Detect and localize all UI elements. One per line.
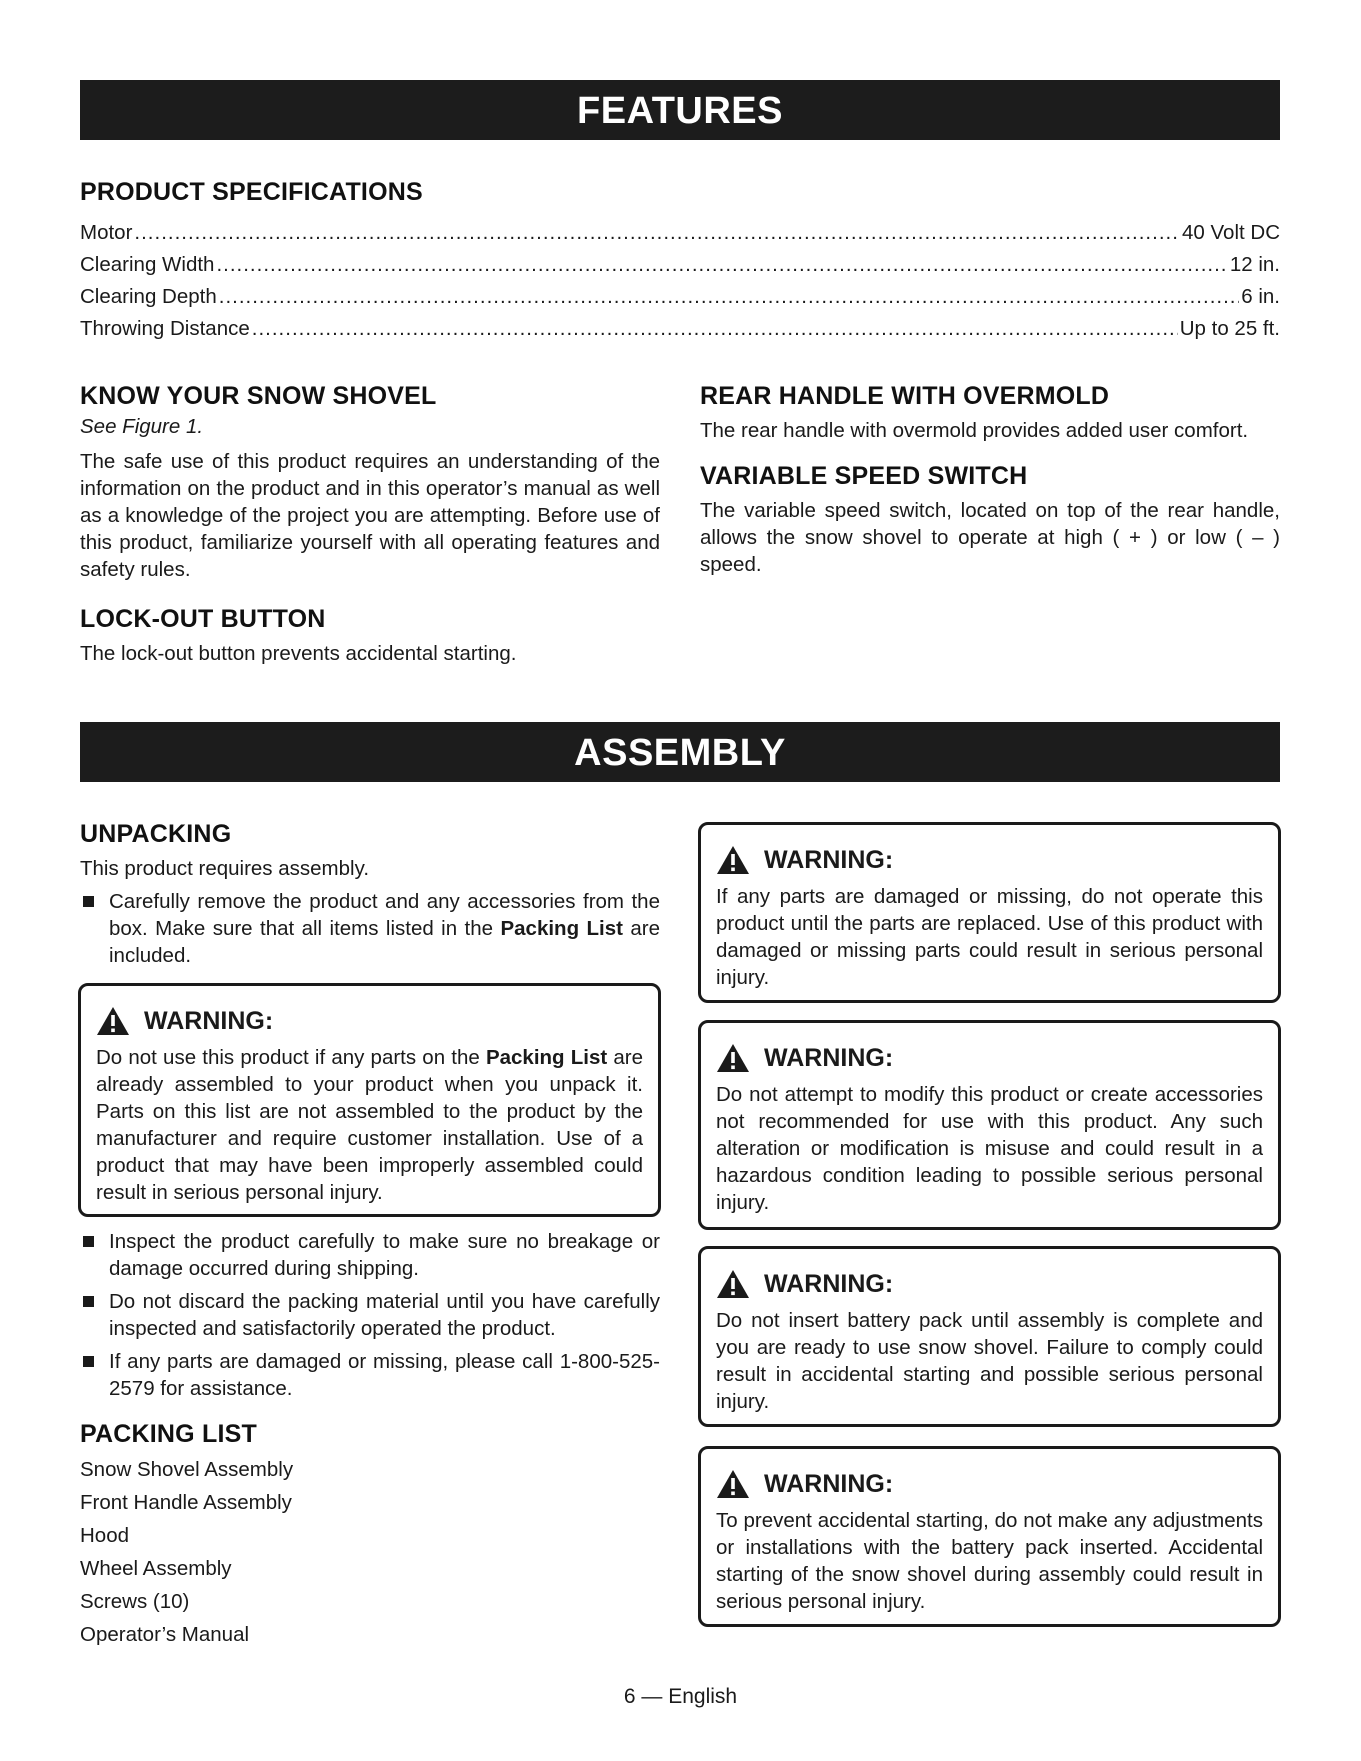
list-item: If any parts are damaged or missing, please call 1-800-525-2579 for assistance. xyxy=(80,1348,660,1402)
warning-title: WARNING: xyxy=(716,845,1263,875)
spec-label: Clearing Width xyxy=(80,253,215,276)
warning-triangle-icon xyxy=(716,1043,750,1073)
unpacking-heading: UNPACKING xyxy=(80,820,232,848)
assembly-banner: ASSEMBLY xyxy=(80,722,1280,782)
see-figure-ref: See Figure 1. xyxy=(80,415,204,438)
spec-row xyxy=(80,217,1280,249)
spec-value: Up to 25 ft. xyxy=(1179,317,1280,340)
features-right-column xyxy=(700,382,1280,578)
features-banner: FEATURES xyxy=(80,80,1280,140)
spec-value: 6 in. xyxy=(1241,285,1280,308)
list-item: Operator’s Manual xyxy=(80,1623,250,1646)
rear-handle-heading: REAR HANDLE WITH OVERMOLD xyxy=(700,382,1110,410)
list-item: Carefully remove the product and any accessories from the box. Make sure that all items listed in the Packing List are included. xyxy=(80,888,660,969)
unpacking-section xyxy=(80,820,660,975)
warning-title: WARNING: xyxy=(716,1269,1263,1299)
know-body: The safe use of this product requires an understanding of the information on the product and in this operator’s manual as well as a knowledge of the project you are attempting. Before use of this product, familiarize yourself with all operating features and safety rules. xyxy=(80,450,660,581)
rear-handle-body: The rear handle with overmold provides added user comfort. xyxy=(700,419,1249,442)
spec-row xyxy=(80,313,1280,345)
unpacking-intro: This product requires assembly. xyxy=(80,857,370,880)
list-item: Screws (10) xyxy=(80,1590,190,1613)
page-footer: 6 — English xyxy=(623,1685,738,1708)
spec-value: 12 in. xyxy=(1229,253,1280,276)
warning-box-modification xyxy=(698,1020,1281,1230)
warning-triangle-icon xyxy=(716,1469,750,1499)
warning-title: WARNING: xyxy=(96,1006,643,1036)
warning-title: WARNING: xyxy=(716,1043,1263,1073)
unpacking-list-bottom xyxy=(80,1228,660,1402)
lockout-body: The lock-out button prevents accidental starting. xyxy=(80,642,517,665)
spec-row xyxy=(80,281,1280,313)
packing-list-heading: PACKING LIST xyxy=(80,1420,257,1448)
list-item: Wheel Assembly xyxy=(80,1557,232,1580)
spec-leader-dots xyxy=(134,217,1180,249)
warning-body: Do not insert battery pack until assembly is complete and you are ready to use snow shovel. Failure to comply could result in accidental starting and possible serious personal injury. xyxy=(716,1309,1263,1413)
warning-box-battery xyxy=(698,1246,1281,1427)
features-left-column xyxy=(80,382,660,667)
unpacking-list-top xyxy=(80,888,660,969)
spec-label: Throwing Distance xyxy=(80,317,250,340)
know-heading: KNOW YOUR SNOW SHOVEL xyxy=(80,382,437,410)
list-item: Snow Shovel Assembly xyxy=(80,1458,294,1481)
unpacking-continued xyxy=(80,1228,660,1651)
warning-body: To prevent accidental starting, do not make any adjustments or installations with the battery pack inserted. Accidental starting of the snow shovel during assembly could result in serious personal injury. xyxy=(716,1509,1263,1613)
lockout-heading: LOCK-OUT BUTTON xyxy=(80,605,326,633)
packing-list xyxy=(80,1453,660,1651)
spec-row xyxy=(80,249,1280,281)
spec-label: Motor xyxy=(80,221,133,244)
spec-value: 40 Volt DC xyxy=(1182,221,1280,244)
spec-leader-dots xyxy=(252,313,1178,345)
product-specifications xyxy=(80,178,1280,345)
list-item: Do not discard the packing material until you have carefully inspected and satisfactorily operated the product. xyxy=(80,1288,660,1342)
warning-box-adjustments xyxy=(698,1446,1281,1627)
specs-heading: PRODUCT SPECIFICATIONS xyxy=(80,178,423,206)
warning-body: Do not attempt to modify this product or create accessories not recommended for use with this product. Any such alteration or modification is misuse and could result in a hazardous condition leading to possible serious personal injury. xyxy=(716,1083,1263,1214)
speed-switch-body: The variable speed switch, located on top of the rear handle, allows the snow shovel to operate at high ( + ) or low ( – ) speed. xyxy=(700,499,1280,576)
warning-title: WARNING: xyxy=(716,1469,1263,1499)
warning-triangle-icon xyxy=(96,1006,130,1036)
list-item: Front Handle Assembly xyxy=(80,1491,292,1514)
speed-switch-heading: VARIABLE SPEED SWITCH xyxy=(700,462,1028,490)
warning-triangle-icon xyxy=(716,1269,750,1299)
spec-leader-dots xyxy=(219,281,1240,313)
list-item: Hood xyxy=(80,1524,130,1547)
warning-triangle-icon xyxy=(716,845,750,875)
warning-body: Do not use this product if any parts on the Packing List are already assembled to your product when you unpack it. Parts on this list are not assembled to the product by the manufacturer and require customer installation. Use of a product that may have been improperly assembled could result in serious personal injury. xyxy=(96,1046,644,1204)
spec-label: Clearing Depth xyxy=(80,285,217,308)
spec-leader-dots xyxy=(216,249,1227,281)
list-item: Inspect the product carefully to make sure no breakage or damage occurred during shipping. xyxy=(80,1228,660,1282)
warning-body: If any parts are damaged or missing, do not operate this product until the parts are replaced. Use of this product with damaged or missing parts could result in serious personal injury. xyxy=(716,885,1263,989)
warning-box-packing xyxy=(78,983,661,1217)
warning-box-damaged-parts xyxy=(698,822,1281,1003)
